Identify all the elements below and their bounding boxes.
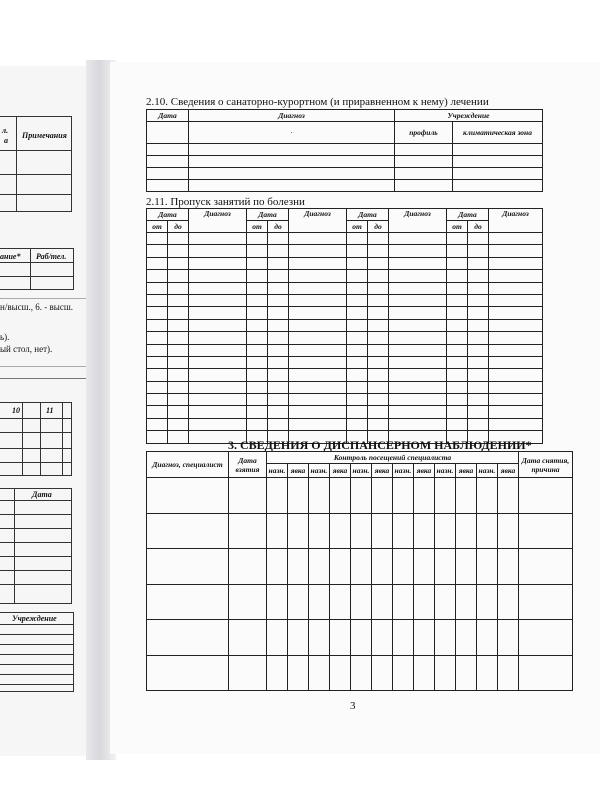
- absence-to-2: до: [268, 221, 289, 233]
- dispensary-row: [147, 655, 573, 691]
- section-2-11-title: 2.11. Пропуск занятий по болезни: [146, 196, 305, 208]
- disp-date-header-1: Дата: [238, 455, 257, 465]
- sanatorium-table: [146, 109, 543, 192]
- absence-diagnosis-2: Диагноз: [289, 209, 347, 233]
- absence-row: [147, 356, 543, 368]
- left-header-fragment-1: л.: [2, 126, 9, 135]
- disp-removal-header-2: причина: [531, 464, 560, 474]
- dispensary-row: [147, 549, 573, 585]
- disp-attended-header: явка: [330, 464, 351, 478]
- left-mid-header-1: ание*: [0, 252, 21, 261]
- absence-row: [147, 319, 543, 331]
- absence-row: [147, 307, 543, 319]
- left-text-2: ый стол, нет).: [0, 344, 53, 354]
- absence-to-3: до: [368, 221, 389, 233]
- disp-removal-header-1: Дата снятия,: [521, 455, 570, 465]
- absence-date-4: Дата: [447, 209, 489, 221]
- absence-date-3: Дата: [347, 209, 389, 221]
- dispensary-row: [147, 584, 573, 620]
- absence-from-3: от: [347, 221, 368, 233]
- left-footnote: н/высш., 6. - высш.: [0, 302, 74, 312]
- disp-date-header: [229, 452, 267, 478]
- absence-row: [147, 381, 543, 393]
- absence-row: [147, 233, 543, 245]
- disp-assigned-header: назн.: [393, 464, 414, 478]
- disp-assigned-header: назн.: [351, 464, 372, 478]
- disp-attended-header: явка: [498, 464, 519, 478]
- absence-row: [147, 344, 543, 356]
- absence-row: [147, 294, 543, 306]
- absence-row: [147, 406, 543, 418]
- disp-assigned-header: назн.: [309, 464, 330, 478]
- disp-diagnosis-header: Диагноз, специалист: [147, 452, 229, 478]
- left-notes-header: Примечания: [22, 131, 67, 140]
- left-date-header: Дата: [32, 490, 52, 499]
- dispensary-row: [147, 513, 573, 549]
- dispensary-row: [147, 620, 573, 656]
- left-institution-header: Учреждение: [12, 614, 57, 623]
- left-page: [0, 66, 86, 756]
- header-institution: Учреждение: [395, 110, 543, 122]
- left-col-11: 11: [46, 406, 54, 415]
- left-header-fragment-2: а: [4, 136, 8, 145]
- absence-from-2: от: [247, 221, 268, 233]
- disp-attended-header: явка: [456, 464, 477, 478]
- absence-row: [147, 394, 543, 406]
- header-diagnosis: Диагноз: [189, 110, 395, 122]
- disp-attended-header: явка: [288, 464, 309, 478]
- disp-assigned-header: назн.: [477, 464, 498, 478]
- disp-removal-header: [519, 452, 573, 478]
- dispensary-table: [146, 451, 573, 691]
- absence-row: [147, 332, 543, 344]
- absence-row: [147, 270, 543, 282]
- absence-date-1: Дата: [147, 209, 189, 221]
- absence-from-1: от: [147, 221, 168, 233]
- section-2-10-title: 2.10. Сведения о санаторно-курортном (и приравненном к нему) лечении: [146, 96, 489, 108]
- disp-assigned-header: назн.: [267, 464, 288, 478]
- disp-attended-header: явка: [414, 464, 435, 478]
- absence-row: [147, 282, 543, 294]
- left-mid-header-2: Раб/тел.: [36, 252, 67, 261]
- absence-row: [147, 245, 543, 257]
- dispensary-row: [147, 478, 573, 514]
- left-date-table: [0, 488, 72, 604]
- disp-assigned-header: назн.: [435, 464, 456, 478]
- page-number: 3: [350, 700, 356, 712]
- absence-to-1: до: [168, 221, 189, 233]
- header-dot: ·: [189, 122, 395, 144]
- absence-table: [146, 208, 543, 444]
- absence-row: [147, 369, 543, 381]
- disp-control-header: Контроль посещений специалиста: [267, 452, 519, 464]
- disp-attended-header: явка: [372, 464, 393, 478]
- absence-diagnosis-4: Диагноз: [489, 209, 543, 233]
- absence-row: [147, 418, 543, 430]
- header-climate-zone: климатическая зона: [453, 122, 543, 144]
- section-3-title: 3. СВЕДЕНИЯ О ДИСПАНСЕРНОМ НАБЛЮДЕНИИ*: [228, 438, 532, 452]
- absence-date-2: Дата: [247, 209, 289, 221]
- left-col-10: 10: [12, 406, 20, 415]
- disp-date-header-2: взятия: [235, 464, 260, 474]
- absence-diagnosis-1: Диагноз: [189, 209, 247, 233]
- header-date: Дата: [147, 110, 189, 122]
- absence-to-4: до: [468, 221, 489, 233]
- header-profile: профиль: [395, 122, 453, 144]
- absence-row: [147, 257, 543, 269]
- absence-from-4: от: [447, 221, 468, 233]
- absence-diagnosis-3: Диагноз: [389, 209, 447, 233]
- left-text-1: ь).: [0, 332, 10, 342]
